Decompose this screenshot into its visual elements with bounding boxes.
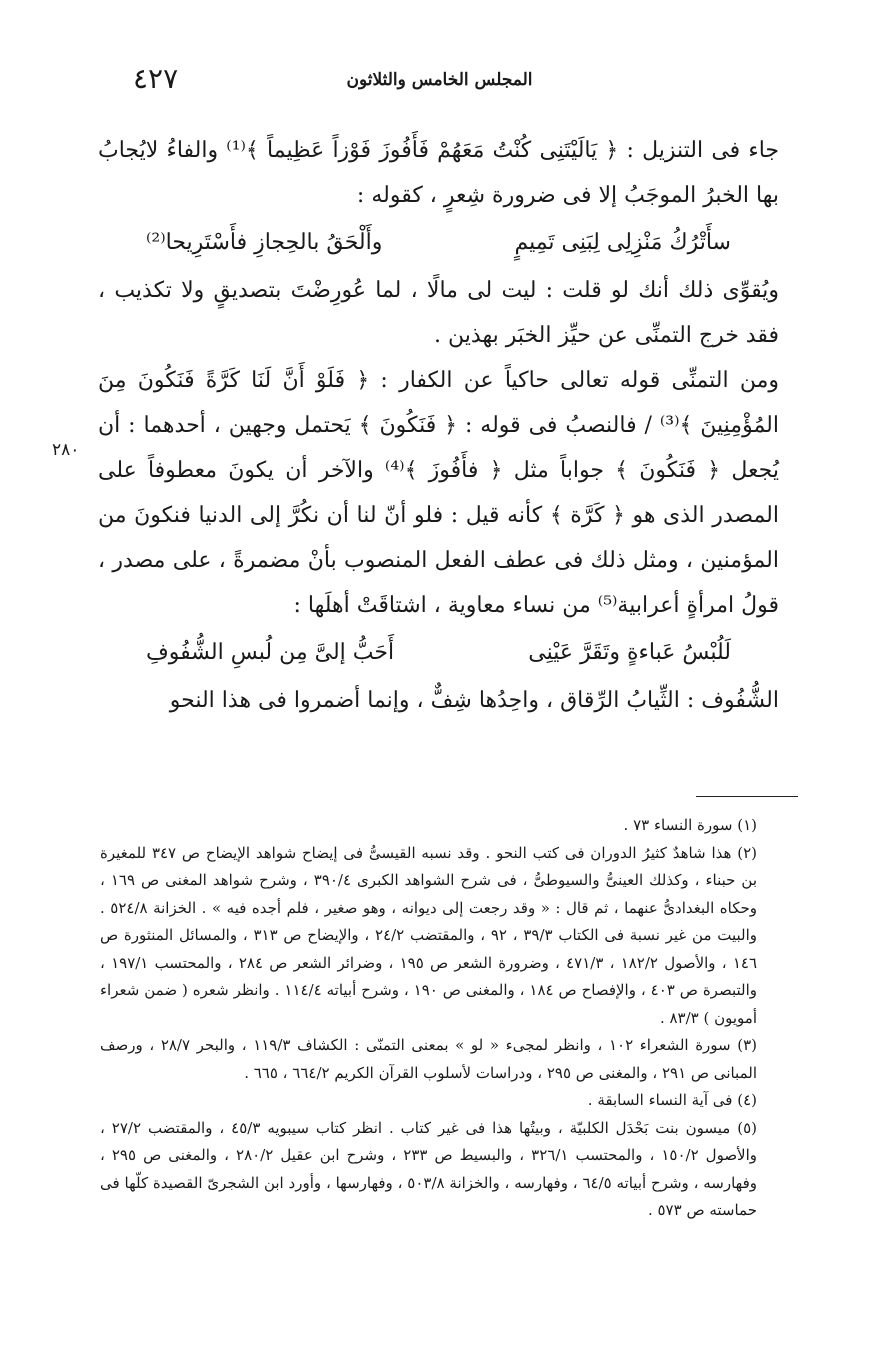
footnote-2: (٢) هذا شاهدٌ كثيرُ الدوران فى كتب النحو . وقد نسبه القيسىُّ فى إيضاح شواهد الإيضاح ص ٣٤٧ للمغيرة بن حبناء ، وكذلك العينىُّ والسيوطىُّ ، فى شرح الشواهد الكبرى ٣٩٠/٤ ، وشرح شواهد المغنى ص ١٦٩ ، وحكاه البغدادىُّ عنهما ، ثم قال : « وقد رجعت إلى ديوانه ، وهو صغير ، فلم أجده فيه » . الخزانة ٥٢٤/٨ . والبيت من غير نسبة فى الكتاب ٣٩/٣ ، ٩٢ ، والمقتضب ٢٤/٢ ، والإيضاح ص ٣١٣ ، والمسائل المنثورة ص ١٤٦ ، والأصول ١٨٢/٢ ، ٤٧١/٣ ، وضرورة الشعر ص ١٩٥ ، وضرائر الشعر ص ٢٨٤ ، والمحتسب ١٩٧/١ ، والتبصرة ص ٤٠٣ ، والإفصاح ص ١٨٤ ، والمغنى ص ١٩٠ ، وشرح أبياته ١١٤/٤ . وانظر شعره ( ضمن شعراء أمويون ) ٨٣/٣ .	[100, 843, 758, 1027]
main-text	[98, 128, 779, 723]
verse-1	[98, 218, 779, 268]
footnotes	[100, 812, 789, 1225]
verse-2	[98, 628, 779, 678]
verse-2-first-hemistich: لَلُبْسُ عَباءةٍ وتَقَرَّ عَيْنِى	[528, 640, 731, 665]
verse-2-second-hemistich: أَحَبُّ إلىَّ مِن لُبسِ الشُّفُوفِ	[146, 640, 395, 665]
footnote-divider	[696, 796, 798, 797]
paragraph-1: جاء فى التنزيل : ﴿ يَالَيْتَنِى كُنْتُ مَعَهُمْ فَأَفُوزَ فَوْزاً عَظِيماً ﴾⁽¹⁾ والفاءُ لايُجابُ بها الخبرُ الموجَبُ إلا فى ضرورة شِعرٍ ، كقوله :	[98, 138, 780, 208]
footnote-5: (٥) ميسون بنت بَحْدَل الكلبيّة ، وبيتُها هذا فى غير كتاب . انظر كتاب سيبويه ٤٥/٣ ، والمقتضب ٢٧/٢ ، والأصول ١٥٠/٢ ، والمحتسب ٣٢٦/١ ، والبسيط ص ٢٣٣ ، وشرح ابن عقيل ٢٨٠/٢ ، والمغنى ص ٢٩٥ ، وفهارسه ، وشرح أبياته ٦٤/٥ ، وفهارسه ، والخزانة ٥٠٣/٨ ، وفهارسها ، وأورد ابن الشجرىّ القصيدة كلّها فى حماسته ص ٥٧٣ .	[100, 1118, 758, 1219]
running-title: المجلس الخامس والثلاثون	[346, 70, 533, 90]
footnote-1: (١) سورة النساء ٧٣ .	[623, 816, 757, 834]
verse-1-first-hemistich: سأَتْرُكُ مَنْزِلِى لِبَنِى تَمِيمٍ	[514, 230, 731, 255]
footnote-4: (٤) فى آية النساء السابقة .	[587, 1091, 757, 1109]
page-number: ٤٢٧	[133, 62, 179, 95]
page-header	[95, 62, 784, 102]
paragraph-4: الشُّفُوف : الثِّيابُ الرِّقاق ، واحِدُها شِفٌّ ، وإنما أضمروا فى هذا النحو	[169, 688, 779, 713]
verse-1-second-hemistich: وأَلْحَقُ بالحِجازِ فأَسْتَرِيحا⁽²⁾	[146, 230, 383, 255]
paragraph-2: ويُقوِّى ذلك أنك لو قلت : ليت لى مالًا ، لما عُورِضْتَ بتصديقٍ ولا تكذيب ، فقد خرج التمنِّى عن حيِّز الخبَر بهذين .	[98, 278, 779, 348]
paragraph-3: ومن التمنِّى قوله تعالى حاكياً عن الكفار : ﴿ فَلَوْ أَنَّ لَنَا كَرَّةً فَنَكُونَ مِنَ المُؤْمِنِينَ ﴾⁽³⁾ / فالنصبُ فى قوله : ﴿ فَنَكُونَ ﴾ يَحتمل وجهين ، أحدهما : أن يُجعل ﴿ فَنَكُونَ ﴾ جواباً مثل ﴿ فأَفُوزَ ﴾⁽⁴⁾ والآخر أن يكونَ معطوفاً على المصدر الذى هو ﴿ كَرَّة ﴾ كأنه قيل : فلو أنّ لنا أن نكُرَّ إلى الدنيا فنكونَ من المؤمنين ، ومثل ذلك فى عطف الفعل المنصوب بأنْ مضمرةً ، على مصدر ، قولُ امرأةٍ أعرابية⁽⁵⁾ من نساء معاوية ، اشتاقَتْ أهلَها :	[98, 368, 779, 618]
footnote-3: (٣) سورة الشعراء ١٠٢ ، وانظر لمجىء « لو » بمعنى التمنّى : الكشاف ١١٩/٣ ، والبحر ٢٨/٧ ، ورصف المبانى ص ٢٩١ ، والمغنى ص ٢٩٥ ، ودراسات لأسلوب القرآن الكريم ٦٦٤/٢ ، ٦٦٥ .	[100, 1036, 757, 1082]
margin-reference-number: ٢٨٠	[52, 440, 80, 460]
